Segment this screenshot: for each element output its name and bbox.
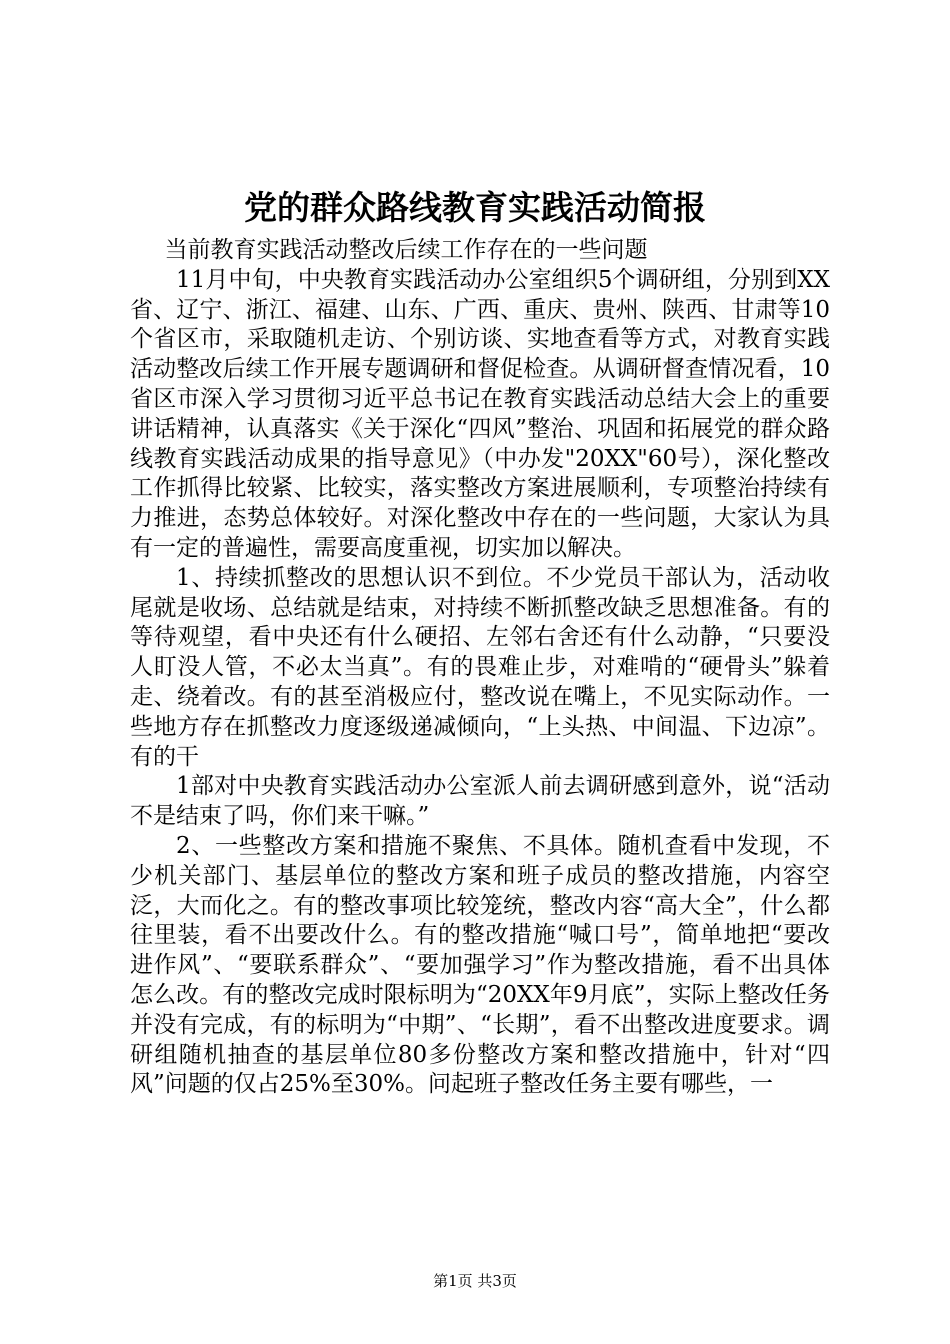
page-number-footer: 第1页 共3页 xyxy=(433,1272,517,1290)
document-title: 党的群众路线教育实践活动简报 xyxy=(244,188,706,227)
paragraph-intro: 11月中旬，中央教育实践活动办公室组织5个调研组，分别到XX省、辽宁、浙江、福建、山东、广西、重庆、贵州、陕西、甘肃等10个省区市，采取随机走访、个别访谈、实地查看等方式，对教育实践活动整改后续工作开展专题调研和督促检查。从调研督查情况看，10省区市深入学习贯彻习近平总书记在教育实践活动总结大会上的重要讲话精神，认真落实《关于深化“四风”整治、巩固和拓展党的群众路线教育实践活动成果的指导意见》（中办发"20XX"60号），深化整改工作抓得比较紧、比较实，落实整改方案进展顺利，专项整治持续有力推进，态势总体较好。对深化整改中存在的一些问题，大家认为具有一定的普遍性，需要高度重视，切实加以解决。 xyxy=(130,266,830,561)
paragraph-subtitle: 当前教育实践活动整改后续工作存在的一些问题 xyxy=(164,237,648,263)
paragraph-continuation: 1部对中央教育实践活动办公室派人前去调研感到意外，说“活动不是结束了吗，你们来干嘛。” xyxy=(130,773,830,830)
document-body xyxy=(130,236,830,1100)
paragraph-point-2: 2、一些整改方案和措施不聚焦、不具体。随机查看中发现，不少机关部门、基层单位的整改方案和班子成员的整改措施，内容空泛，大而化之。有的整改事项比较笼统，整改内容“高大全”，什么都往里装，看不出要改什么。有的整改措施“喊口号”，简单地把“要改进作风”、“要联系群众”、“要加强学习”作为整改措施，看不出具体怎么改。有的整改完成时限标明为“20XX年9月底”，实际上整改任务并没有完成，有的标明为“中期”、“长期”，看不出整改进度要求。调研组随机抽查的基层单位80多份整改方案和整改措施中，针对“四风”问题的仅占25%至30%。问起班子整改任务主要有哪些，一 xyxy=(130,832,830,1098)
paragraph-point-1: 1、持续抓整改的思想认识不到位。不少党员干部认为，活动收尾就是收场、总结就是结束，对持续不断抓整改缺乏思想准备。有的等待观望，看中央还有什么硬招、左邻右舍还有什么动静，“只要没人盯没人管，不必太当真”。有的畏难止步，对难啃的“硬骨头”躲着走、绕着改。有的甚至消极应付，整改说在嘴上，不见实际动作。一些地方存在抓整改力度逐级递减倾向，“上头热、中间温、下边凉”。有的干 xyxy=(130,564,830,770)
